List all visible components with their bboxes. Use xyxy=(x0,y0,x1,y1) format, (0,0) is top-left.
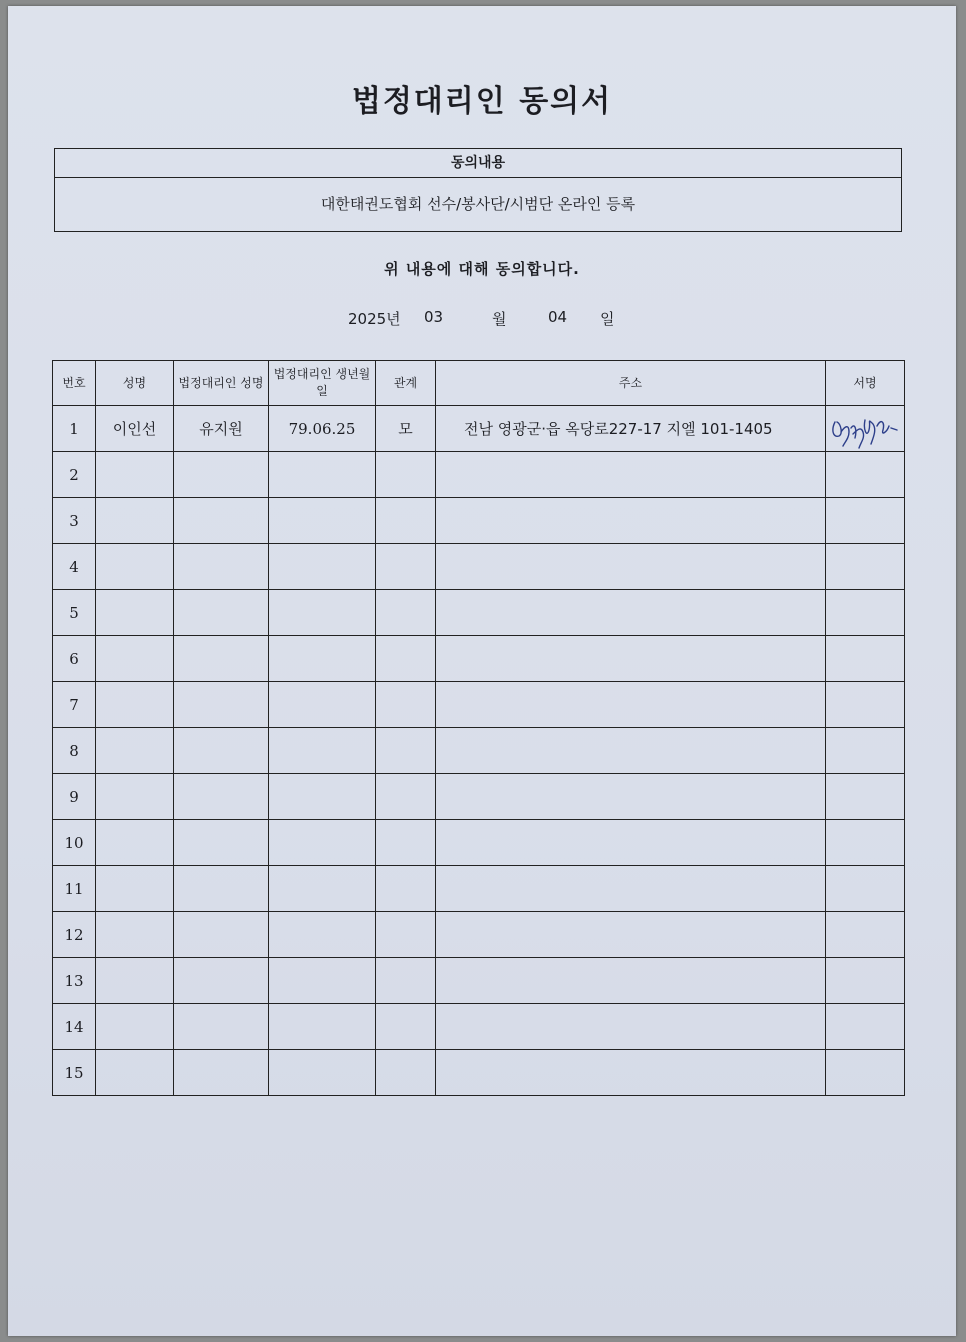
cell-address xyxy=(436,452,826,498)
header-guardian-name: 법정대리인 성명 xyxy=(174,361,269,406)
cell-address xyxy=(436,1004,826,1050)
cell-guardian-birth xyxy=(269,682,376,728)
cell-signature xyxy=(826,728,905,774)
cell-relation xyxy=(376,682,436,728)
table-row xyxy=(53,1004,905,1050)
cell-no: 4 xyxy=(53,544,96,590)
table-row xyxy=(53,774,905,820)
cell-name xyxy=(96,498,174,544)
cell-guardian-name xyxy=(174,774,269,820)
cell-no: 2 xyxy=(53,452,96,498)
cell-guardian-name xyxy=(174,912,269,958)
table-row xyxy=(53,820,905,866)
page-title: 법정대리인 동의서 xyxy=(351,84,613,119)
cell-guardian-birth xyxy=(269,958,376,1004)
cell-guardian-name xyxy=(174,728,269,774)
consent-text: 대한태권도협회 선수/봉사단/시범단 온라인 등록 xyxy=(320,195,636,213)
cell-address xyxy=(436,590,826,636)
cell-address xyxy=(436,820,826,866)
cell-name xyxy=(96,452,174,498)
cell-relation xyxy=(376,544,436,590)
cell-no: 13 xyxy=(53,958,96,1004)
cell-signature xyxy=(826,682,905,728)
cell-address xyxy=(436,498,826,544)
cell-relation xyxy=(376,452,436,498)
cell-guardian-name: 유지원 xyxy=(174,406,269,452)
cell-signature xyxy=(826,590,905,636)
cell-name xyxy=(96,912,174,958)
cell-guardian-name xyxy=(174,820,269,866)
agreement-statement: 위 내용에 대해 동의합니다. xyxy=(384,260,580,278)
cell-relation xyxy=(376,728,436,774)
cell-relation xyxy=(376,498,436,544)
cell-guardian-birth: 79.06.25 xyxy=(269,406,376,452)
cell-no: 8 xyxy=(53,728,96,774)
cell-signature xyxy=(826,1050,905,1096)
table-row xyxy=(53,1050,905,1096)
cell-guardian-name xyxy=(174,498,269,544)
table-row xyxy=(53,728,905,774)
cell-relation xyxy=(376,912,436,958)
cell-guardian-birth xyxy=(269,498,376,544)
cell-guardian-name xyxy=(174,590,269,636)
cell-address xyxy=(436,774,826,820)
cell-no: 3 xyxy=(53,498,96,544)
table-row xyxy=(53,682,905,728)
cell-name xyxy=(96,958,174,1004)
cell-signature xyxy=(826,820,905,866)
cell-address xyxy=(436,1050,826,1096)
table-row xyxy=(53,406,905,452)
cell-name xyxy=(96,866,174,912)
cell-name xyxy=(96,590,174,636)
cell-address xyxy=(436,728,826,774)
date-year: 2025년 xyxy=(348,310,401,328)
cell-address xyxy=(436,958,826,1004)
header-signature: 서명 xyxy=(826,361,905,406)
header-address: 주소 xyxy=(436,361,826,406)
header-name: 성명 xyxy=(96,361,174,406)
cell-signature xyxy=(826,636,905,682)
cell-no: 9 xyxy=(53,774,96,820)
date-day-label: 일 xyxy=(600,310,615,328)
cell-signature xyxy=(826,406,905,452)
cell-guardian-birth xyxy=(269,912,376,958)
cell-name xyxy=(96,1004,174,1050)
cell-guardian-birth xyxy=(269,452,376,498)
cell-name xyxy=(96,820,174,866)
cell-guardian-birth xyxy=(269,1050,376,1096)
cell-guardian-name xyxy=(174,1004,269,1050)
handwritten-signature xyxy=(827,408,903,450)
table-row xyxy=(53,958,905,1004)
header-no: 번호 xyxy=(53,361,96,406)
cell-address: 전남 영광군·읍 옥당로227-17 지엘 101-1405 xyxy=(436,406,826,452)
cell-relation xyxy=(376,590,436,636)
cell-guardian-birth xyxy=(269,728,376,774)
cell-address xyxy=(436,636,826,682)
cell-name: 이인선 xyxy=(96,406,174,452)
cell-signature xyxy=(826,1004,905,1050)
table-row xyxy=(53,866,905,912)
cell-no: 14 xyxy=(53,1004,96,1050)
cell-guardian-birth xyxy=(269,774,376,820)
cell-no: 12 xyxy=(53,912,96,958)
table-row xyxy=(53,544,905,590)
cell-guardian-name xyxy=(174,682,269,728)
cell-address xyxy=(436,912,826,958)
document-page xyxy=(8,6,956,1336)
cell-name xyxy=(96,544,174,590)
table-row xyxy=(53,590,905,636)
cell-address xyxy=(436,866,826,912)
cell-guardian-name xyxy=(174,958,269,1004)
cell-signature xyxy=(826,544,905,590)
header-guardian-birth: 법정대리인 생년월일 xyxy=(269,361,376,406)
cell-no: 10 xyxy=(53,820,96,866)
cell-guardian-birth xyxy=(269,1004,376,1050)
cell-no: 6 xyxy=(53,636,96,682)
cell-relation xyxy=(376,958,436,1004)
date-month-label: 월 xyxy=(492,310,507,328)
cell-guardian-birth xyxy=(269,636,376,682)
cell-name xyxy=(96,682,174,728)
cell-relation xyxy=(376,820,436,866)
cell-name xyxy=(96,1050,174,1096)
cell-signature xyxy=(826,958,905,1004)
table-row xyxy=(53,912,905,958)
cell-relation: 모 xyxy=(376,406,436,452)
cell-address xyxy=(436,544,826,590)
cell-signature xyxy=(826,774,905,820)
cell-relation xyxy=(376,636,436,682)
cell-guardian-name xyxy=(174,636,269,682)
cell-relation xyxy=(376,1004,436,1050)
consent-header: 동의내용 xyxy=(55,149,901,178)
cell-guardian-birth xyxy=(269,820,376,866)
cell-signature xyxy=(826,912,905,958)
cell-name xyxy=(96,774,174,820)
cell-relation xyxy=(376,1050,436,1096)
consent-box xyxy=(54,148,902,232)
cell-no: 11 xyxy=(53,866,96,912)
cell-signature xyxy=(826,498,905,544)
table-row xyxy=(53,452,905,498)
guardian-table xyxy=(52,360,905,1096)
cell-address xyxy=(436,682,826,728)
cell-signature xyxy=(826,452,905,498)
table-row xyxy=(53,498,905,544)
cell-guardian-name xyxy=(174,452,269,498)
cell-no: 7 xyxy=(53,682,96,728)
date-day: 04 xyxy=(548,308,568,326)
cell-guardian-name xyxy=(174,1050,269,1096)
table-header-row xyxy=(53,361,905,406)
cell-guardian-name xyxy=(174,544,269,590)
header-relation: 관계 xyxy=(376,361,436,406)
cell-name xyxy=(96,728,174,774)
cell-guardian-birth xyxy=(269,866,376,912)
cell-signature xyxy=(826,866,905,912)
table-row xyxy=(53,636,905,682)
cell-no: 1 xyxy=(53,406,96,452)
cell-no: 15 xyxy=(53,1050,96,1096)
cell-guardian-birth xyxy=(269,544,376,590)
cell-relation xyxy=(376,774,436,820)
date-month: 03 xyxy=(424,308,444,326)
cell-guardian-name xyxy=(174,866,269,912)
cell-no: 5 xyxy=(53,590,96,636)
cell-guardian-birth xyxy=(269,590,376,636)
cell-relation xyxy=(376,866,436,912)
cell-name xyxy=(96,636,174,682)
